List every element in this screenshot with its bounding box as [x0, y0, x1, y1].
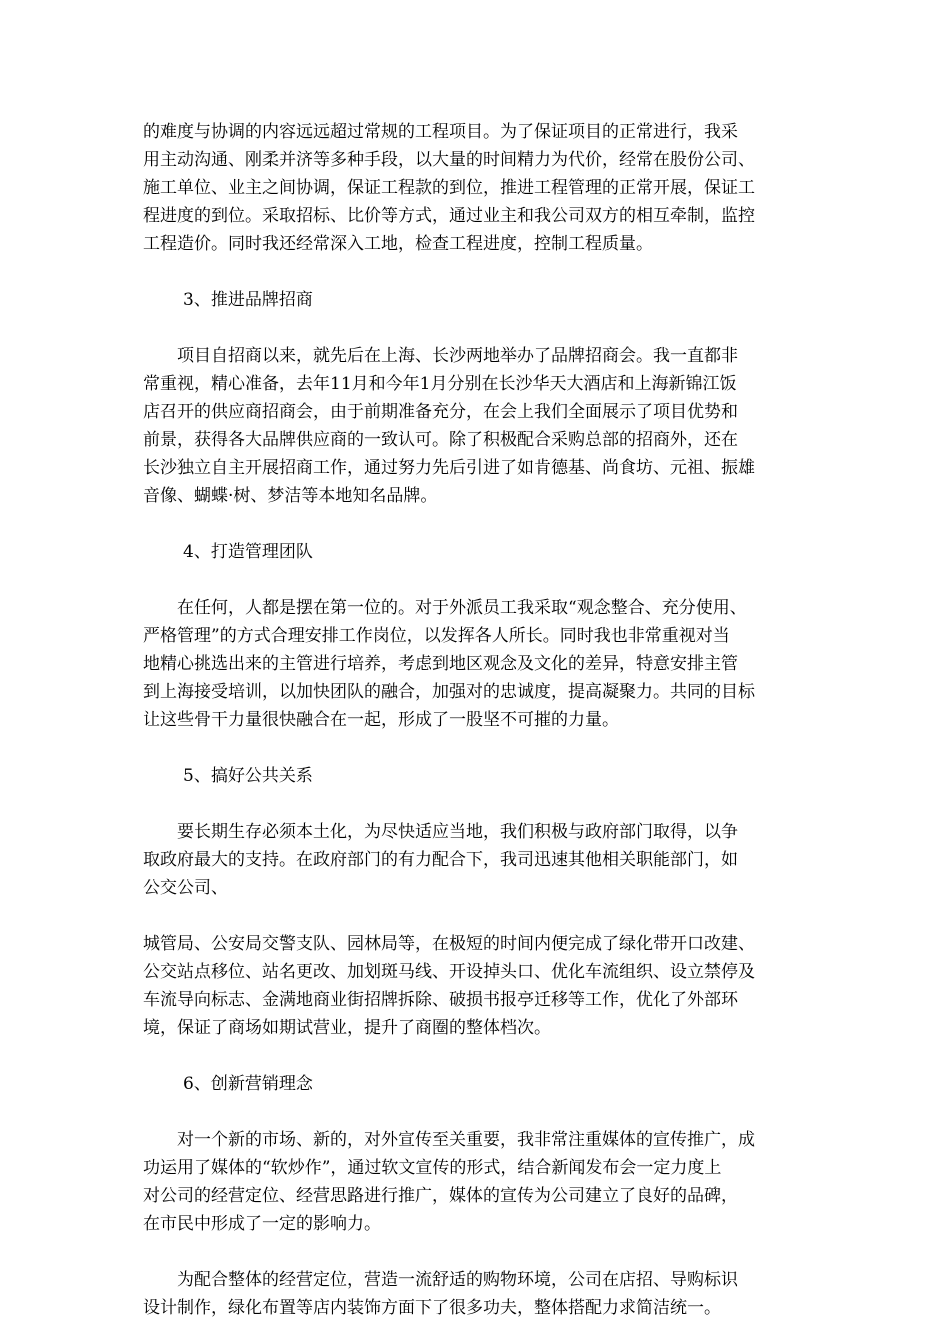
text-line: 长沙独立自主开展招商工作，通过努力先后引进了如肯德基、尚食坊、元祖、振雄 [143, 458, 755, 478]
text-line: 设计制作，绿化布置等店内装饰方面下了很多功夫，整体搭配力求简洁统一。 [143, 1298, 721, 1318]
text-line: 用主动沟通、刚柔并济等多种手段，以大量的时间精力为代价，经常在股份公司、 [143, 150, 755, 170]
text-line: 店召开的供应商招商会，由于前期准备充分，在会上我们全面展示了项目优势和 [143, 402, 738, 422]
text-line: 常重视，精心准备，去年11月和今年1月分别在长沙华天大酒店和上海新锦江饭 [143, 374, 737, 394]
text-line: 境，保证了商场如期试营业，提升了商圈的整体档次。 [143, 1018, 551, 1038]
text-line: 前景，获得各大品牌供应商的一致认可。除了积极配合采购总部的招商外，还在 [143, 430, 738, 450]
text-line: 公交公司、 [143, 878, 228, 898]
paragraph-marketing [143, 1126, 815, 1238]
text-line: 施工单位、业主之间协调，保证工程款的到位，推进工程管理的正常开展，保证工 [143, 178, 755, 198]
text-line: 取政府最大的支持。在政府部门的有力配合下，我司迅速其他相关职能部门，如 [143, 850, 738, 870]
text-line: 项目自招商以来，就先后在上海、长沙两地举办了品牌招商会。我一直都非 [177, 346, 738, 366]
paragraph-project-coordination [143, 118, 815, 258]
text-line: 为配合整体的经营定位，营造一流舒适的购物环境，公司在店招、导购标识 [177, 1270, 738, 1290]
text-line: 对一个新的市场、新的，对外宣传至关重要，我非常注重媒体的宣传推广，成 [177, 1130, 755, 1150]
text-line: 在任何，人都是摆在第一位的。对于外派员工我采取“观念整合、充分使用、 [177, 598, 747, 618]
section-heading-management-team: 4、打造管理团队 [183, 542, 313, 562]
text-line: 音像、蝴蝶·树、梦洁等本地知名品牌。 [143, 486, 438, 506]
text-line: 的难度与协调的内容远远超过常规的工程项目。为了保证项目的正常进行，我采 [143, 122, 738, 142]
text-line: 城管局、公安局交警支队、园林局等，在极短的时间内便完成了绿化带开口改建、 [143, 934, 755, 954]
paragraph-management-team [143, 594, 815, 734]
paragraph-public-relations [143, 818, 815, 902]
text-line: 在市民中形成了一定的影响力。 [143, 1214, 381, 1234]
section-heading-public-relations: 5、搞好公共关系 [183, 766, 313, 786]
paragraph-store-environment [143, 1266, 815, 1322]
document-body [143, 118, 815, 1322]
section-heading-brand-investment: 3、推进品牌招商 [183, 290, 313, 310]
text-line: 严格管理”的方式合理安排工作岗位，以发挥各人所长。同时我也非常重视对当 [143, 626, 730, 646]
paragraph-public-relations-continued [143, 930, 815, 1042]
text-line: 要长期生存必须本土化，为尽快适应当地，我们积极与政府部门取得，以争 [177, 822, 738, 842]
text-line: 工程造价。同时我还经常深入工地，检查工程进度，控制工程质量。 [143, 234, 653, 254]
text-line: 车流导向标志、金满地商业街招牌拆除、破损书报亭迁移等工作，优化了外部环 [143, 990, 738, 1010]
text-line: 让这些骨干力量很快融合在一起，形成了一股坚不可摧的力量。 [143, 710, 619, 730]
text-line: 功运用了媒体的“软炒作”，通过软文宣传的形式，结合新闻发布会一定力度上 [143, 1158, 722, 1178]
text-line: 到上海接受培训，以加快团队的融合，加强对的忠诚度，提高凝聚力。共同的目标 [143, 682, 755, 702]
text-line: 对公司的经营定位、经营思路进行推广，媒体的宣传为公司建立了良好的品碑， [143, 1186, 738, 1206]
section-heading-marketing: 6、创新营销理念 [183, 1074, 313, 1094]
paragraph-brand-investment [143, 342, 815, 510]
text-line: 地精心挑选出来的主管进行培养，考虑到地区观念及文化的差异，特意安排主管 [143, 654, 738, 674]
text-line: 程进度的到位。采取招标、比价等方式，通过业主和我公司双方的相互牵制，监控 [143, 206, 755, 226]
text-line: 公交站点移位、站名更改、加划斑马线、开设掉头口、优化车流组织、设立禁停及 [143, 962, 755, 982]
